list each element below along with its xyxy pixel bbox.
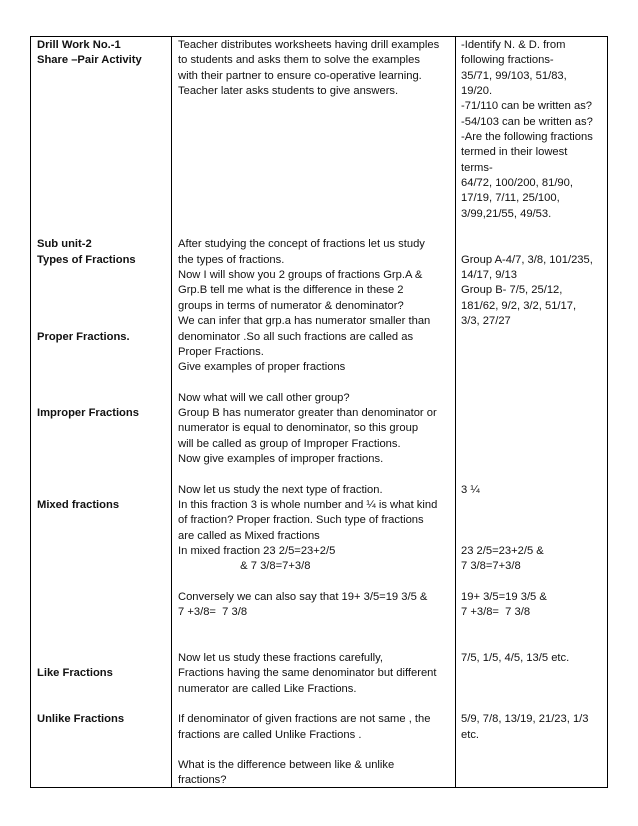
text-line: 23 2/5=23+2/5 & (461, 545, 544, 557)
column-divider (171, 37, 172, 787)
column-divider (455, 37, 456, 787)
text-line: fractions? (178, 774, 227, 786)
text-line: the types of fractions. (178, 254, 285, 266)
text-line: are called as Mixed fractions (178, 530, 320, 542)
text-line: numerator are called Like Fractions. (178, 683, 357, 695)
like-examples-text: 7/5, 1/5, 4/5, 13/5 etc. (461, 652, 570, 664)
text-line: Teacher later asks students to give answers. (178, 85, 399, 97)
text-line: 3/3, 27/27 (461, 315, 511, 327)
text-line: In mixed fraction 23 2/5=23+2/5 (178, 545, 336, 557)
text-line: 19/20. (461, 85, 493, 97)
text-line: 7 3/8=7+3/8 (461, 560, 521, 572)
text-line: Grp.B tell me what is the difference in these 2 (178, 284, 404, 296)
text-line: Teacher distributes worksheets having drill examples (178, 39, 440, 51)
text-line: 35/71, 99/103, 51/83, (461, 70, 567, 82)
text-line: Group B- 7/5, 25/12, (461, 284, 563, 296)
text-line: 3/99,21/55, 49/53. (461, 208, 552, 220)
sub-unit-heading: Sub unit-2 (37, 238, 92, 250)
text-line: 7 +3/8= 7 3/8 (178, 606, 248, 618)
text-line: numerator is equal to denominator, so this group (178, 422, 419, 434)
text-line: After studying the concept of fractions let us study (178, 238, 425, 250)
types-of-fractions-heading: Types of Fractions (37, 254, 136, 266)
text-line: Now give examples of improper fractions. (178, 453, 384, 465)
text-line: Now let us study the next type of fraction. (178, 484, 383, 496)
drill-work-heading: Drill Work No.-1 (37, 39, 121, 51)
text-line: fractions are called Unlike Fractions . (178, 729, 362, 741)
text-line: 181/62, 9/2, 3/2, 51/17, (461, 300, 577, 312)
like-fractions-heading: Like Fractions (37, 667, 113, 679)
text-line: Now I will show you 2 groups of fractions Grp.A & (178, 269, 423, 281)
text-line: terms- (461, 162, 493, 174)
proper-fractions-heading: Proper Fractions. (37, 331, 130, 343)
text-line: Group A-4/7, 3/8, 101/235, (461, 254, 593, 266)
text-line: termed in their lowest (461, 146, 568, 158)
text-line: & 7 3/8=7+3/8 (178, 560, 311, 572)
text-line: -Are the following fractions (461, 131, 593, 143)
text-line: -71/110 can be written as? (461, 100, 593, 112)
improper-fractions-heading: Improper Fractions (37, 407, 139, 419)
text-line: of fraction? Proper fraction. Such type of fractions (178, 514, 424, 526)
text-line: 17/19, 7/11, 25/100, (461, 192, 560, 204)
text-line: Now what will we call other group? (178, 392, 350, 404)
text-line: following fractions- (461, 54, 554, 66)
mixed-example-text: 3 ¼ (461, 484, 480, 496)
text-line: We can infer that grp.a has numerator smaller than (178, 315, 431, 327)
text-line: denominator .So all such fractions are called as (178, 331, 414, 343)
mixed-fractions-heading: Mixed fractions (37, 499, 120, 511)
text-line: with their partner to ensure co-operative learning. (178, 70, 422, 82)
text-line: -54/103 can be written as? (461, 116, 593, 128)
text-line: 64/72, 100/200, 81/90, (461, 177, 573, 189)
text-line: In this fraction 3 is whole number and ¼ is what kind (178, 499, 438, 511)
text-line: 7 +3/8= 7 3/8 (461, 606, 531, 618)
share-pair-heading: Share –Pair Activity (37, 54, 142, 66)
text-line: groups in terms of numerator & denominator? (178, 300, 404, 312)
text-line: Fractions having the same denominator but different (178, 667, 437, 679)
unlike-fractions-heading: Unlike Fractions (37, 713, 125, 725)
text-line: Give examples of proper fractions (178, 361, 346, 373)
text-line: Now let us study these fractions carefully, (178, 652, 383, 664)
text-line: etc. (461, 729, 480, 741)
text-line: If denominator of given fractions are not same , the (178, 713, 431, 725)
text-line: What is the difference between like & unlike (178, 759, 395, 771)
text-line: 5/9, 7/8, 13/19, 21/23, 1/3 (461, 713, 589, 725)
text-line: will be called as group of Improper Fractions. (178, 438, 401, 450)
text-line: Group B has numerator greater than denominator or (178, 407, 437, 419)
text-line: 19+ 3/5=19 3/5 & (461, 591, 547, 603)
text-line: 14/17, 9/13 (461, 269, 517, 281)
text-line: Proper Fractions. (178, 346, 264, 358)
text-line: to students and asks them to solve the examples (178, 54, 420, 66)
text-line: -Identify N. & D. from (461, 39, 566, 51)
text-line: Conversely we can also say that 19+ 3/5=19 3/5 & (178, 591, 428, 603)
